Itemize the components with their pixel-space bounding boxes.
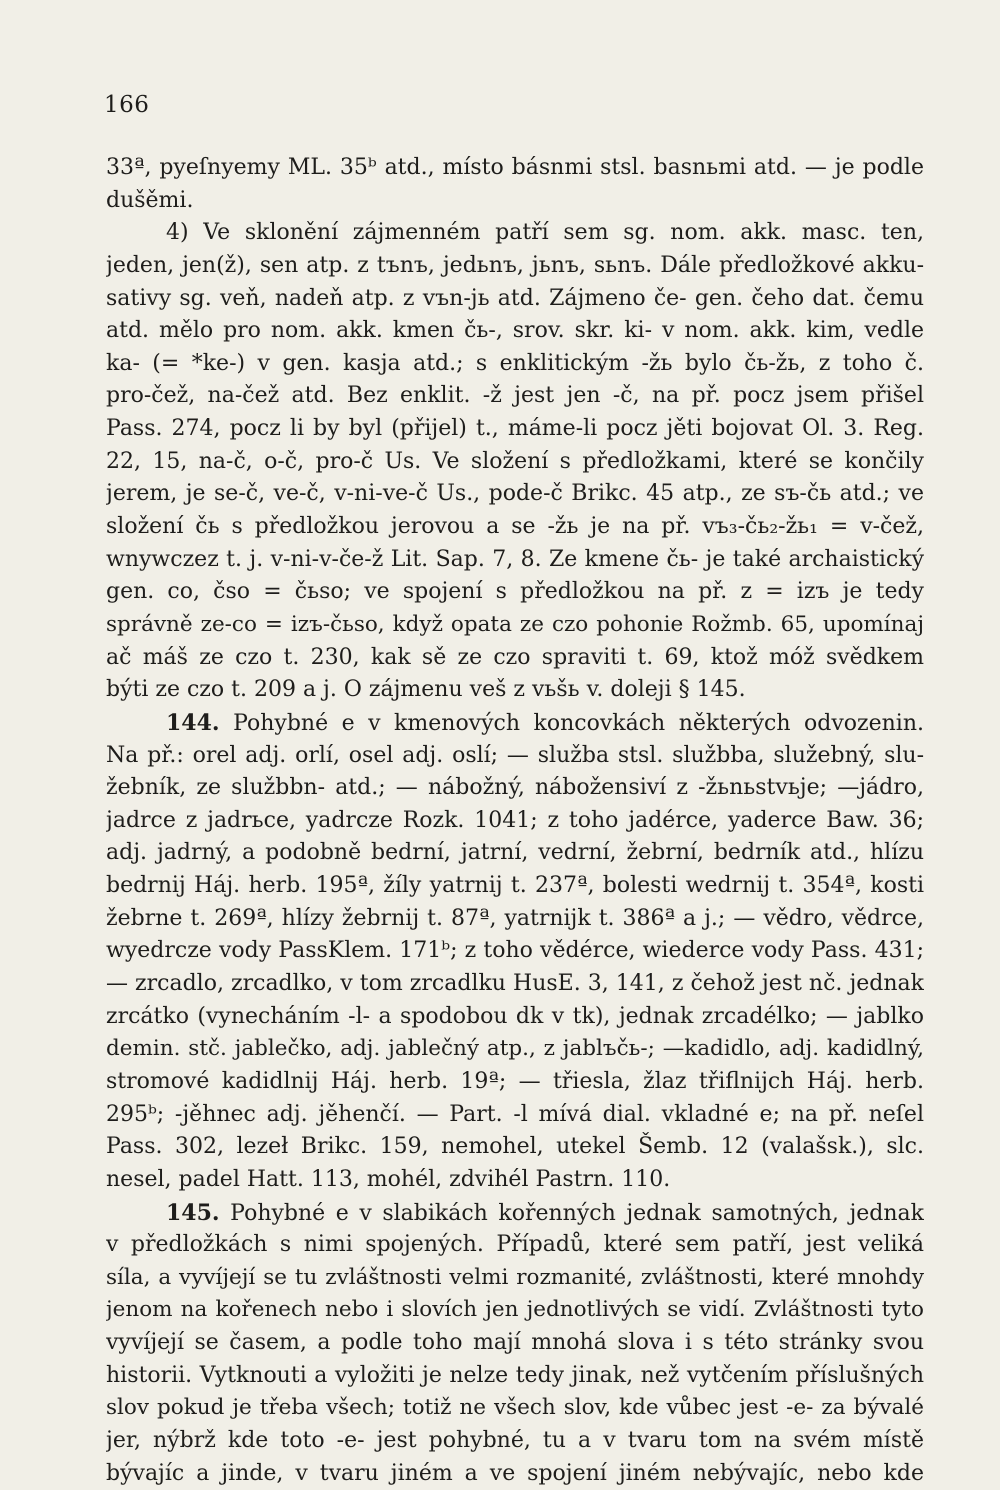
text-line: — zrcadlo, zrcadlko, v tom zrcadlku HusE. 3, 141, z čehož jest nč. jednak — [106, 971, 924, 997]
text-line: 22, 15, na-č, o-č, pro-č Us. Ve složení s předložkami, které se končily — [106, 448, 924, 474]
section-heading-line: 144. Pohybné e v kmenových koncovkách některých odvozenin. — [166, 709, 924, 736]
section-number: 144. — [166, 709, 220, 736]
text-line: jerem, je se-č, ve-č, v-ni-ve-č Us., pode-č Brikc. 45 atp., ze sъ-čь atd.; ve — [106, 481, 924, 507]
text-line: demin. stč. jablečko, adj. jablečný atp., z jablъčь-; —kadidlo, adj. kadidlný, — [106, 1036, 924, 1062]
text-line: 4) Ve sklonění zájmenném patří sem sg. nom. akk. masc. ten, — [166, 220, 924, 246]
section-heading-line: 145. Pohybné e v slabikách kořenných jednak samotných, jednak — [166, 1199, 924, 1226]
page-number: 166 — [104, 92, 150, 118]
text-line: složení čь s předložkou jerovou a se -žь je na př. vъ₃-čь₂-žь₁ = v-čež, — [106, 514, 924, 540]
text-line: wyedrcze vody PassKlem. 171ᵇ; z toho vědérce, wiederce vody Pass. 431; — [106, 938, 924, 964]
text-line: 295ᵇ; -jěhnec adj. jěhenčí. — Part. -l mívá dial. vkladné e; na př. neſel — [106, 1101, 924, 1127]
text-line: vyvíjejí se časem, a podle toho mají mnohá slova i s této stránky svou — [106, 1330, 924, 1356]
text-line: ka- (= *ke-) v gen. kasja atd.; s enklitickým -žь bylo čь-žь, z toho č. — [106, 350, 924, 376]
text-line: jenom na kořenech nebo i slovích jen jednotlivých se vidí. Zvláštnosti tyto — [106, 1297, 924, 1323]
text-line: žebrne t. 269ª, hlízy žebrnij t. 87ª, yatrnijk t. 386ª a j.; — vědro, vědrce, — [106, 905, 924, 931]
text-line: pro-čež, na-čež atd. Bez enklit. -ž jest jen -č, na př. pocz jsem přišel — [106, 383, 924, 409]
text-line: Pass. 274, pocz li by byl (přijel) t., máme-li pocz jěti bojovat Ol. 3. Reg. — [106, 416, 924, 442]
text-line: adj. jadrný, a podobně bedrní, jatrní, vedrní, žebrní, bedrník atd., hlízu — [106, 840, 924, 866]
text-line: dušěmi. — [106, 187, 194, 213]
text-line: wnywczez t. j. v-ni-v-če-ž Lit. Sap. 7, 8. Ze kmene čь- je také archaistický — [106, 546, 924, 572]
text-line: býti ze czo t. 209 a j. O zájmenu veš z vьšь v. doleji § 145. — [106, 677, 746, 703]
text-line: v předložkách s nimi spojených. Případů, které sem patří, jest veliká — [106, 1232, 924, 1258]
text-line: slov pokud je třeba všech; totiž ne všech slov, kde vůbec jest -e- za bývalé — [106, 1395, 924, 1421]
text-line: jadrce z jadrьce, yadrcze Rozk. 1041; z toho jadérce, yaderce Baw. 36; — [106, 807, 924, 833]
text-line: Na př.: orel adj. orlí, osel adj. oslí; — služba stsl. službba, služebný, slu- — [106, 742, 924, 768]
text-line: historii. Vytknouti a vyložiti je nelze tedy jinak, než vytčením příslušných — [106, 1362, 924, 1388]
text-line: bedrnij Háj. herb. 195ª, žíly yatrnij t. 237ª, bolesti wedrnij t. 354ª, kosti — [106, 873, 924, 899]
text-line: sativy sg. veň, nadeň atp. z vъn-jь atd. Zájmeno če- gen. čeho dat. čemu — [106, 285, 924, 311]
text-line: stromové kadidlnij Háj. herb. 19ª; — třiesla, žlaz třiflnijch Háj. herb. — [106, 1068, 924, 1094]
text-line: bývajíc a jinde, v tvaru jiném a ve spojení jiném nebývajíc, nebo kde — [106, 1460, 924, 1486]
text-line: zrcátko (vynecháním -l- a spodobou dk v tk), jednak zrcadélko; — jablko — [106, 1003, 924, 1029]
text-line: ač máš ze czo t. 230, kak sě ze czo spraviti t. 69, ktož móž svědkem — [106, 644, 924, 670]
text-line: jeden, jen(ž), sen atp. z tъnъ, jedьnъ, jьnъ, sьnъ. Dále předložkové akku- — [106, 252, 924, 278]
body-text — [106, 152, 924, 1490]
section-number: 145. — [166, 1199, 220, 1226]
text-line: nesel, padel Hatt. 113, mohél, zdvihél Pastrn. 110. — [106, 1166, 671, 1192]
text-line: správně ze-co = izъ-čьso, když opata ze czo pohonie Rožmb. 65, upomínaj — [106, 611, 924, 637]
text-line: Pass. 302, lezeł Brikc. 159, nemohel, utekel Šemb. 12 (valašsk.), slc. — [106, 1134, 924, 1160]
text-line: síla, a vyvíjejí se tu zvláštnosti velmi rozmanité, zvláštnosti, které mnohdy — [106, 1264, 924, 1290]
text-line: žebník, ze službbn- atd.; — nábožný, nábožensiví z -žьnьstvьje; —jádro, — [106, 775, 924, 801]
text-line: jer, nýbrž kde toto -e- jest pohybné, tu a v tvaru tom na svém místě — [106, 1427, 924, 1453]
text-line: atd. mělo pro nom. akk. kmen čь-, srov. skr. ki- v nom. akk. kim, vedle — [106, 318, 924, 344]
text-line: gen. co, čso = čьso; ve spojení s předložkou na př. z = izъ je tedy — [106, 579, 924, 605]
text-line: 33ª, pyeſnyemy ML. 35ᵇ atd., místo básnmi stsl. basnьmi atd. — je podle — [106, 155, 924, 180]
